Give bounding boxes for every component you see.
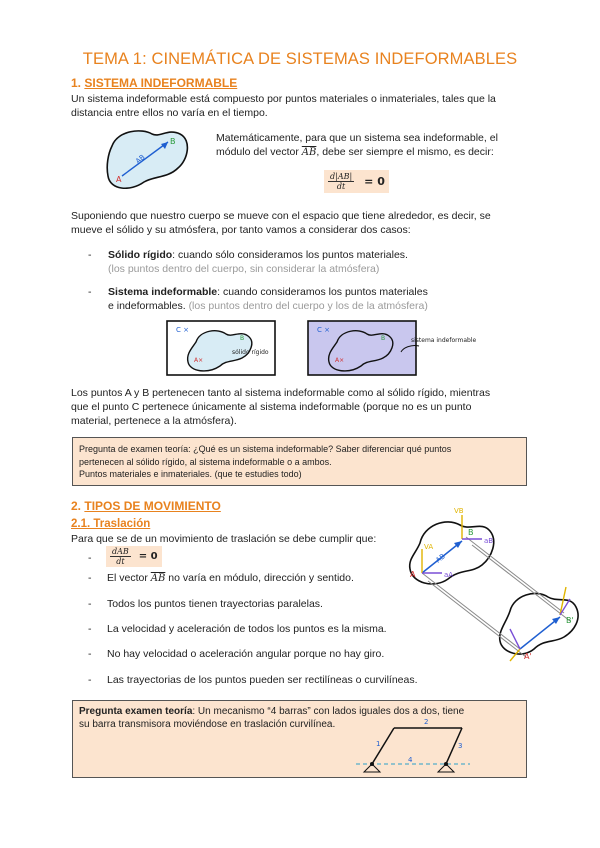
vector-ab-label: AB [134,153,147,166]
bullet1-pre: El vector [107,572,151,584]
exam1-line-1: Pregunta de examen teoría: ¿Qué es un sistema indeformable? Saber diferenciar qué puntos [79,444,452,454]
traslacion-intro: Para que se de un movimiento de traslación se debe cumplir que: [71,533,377,545]
trajectory-b-2 [472,545,570,621]
traslacion-formula [106,546,162,567]
case2-note: (los puntos dentro del cuerpo y los de la atmósfera) [188,300,428,312]
math-line-2a: módulo del vector [216,146,302,158]
traslacion-numerator: dAB [112,547,129,556]
section2-heading [71,499,221,513]
solid-label-text: sólido rígido [232,349,269,356]
bar-label-1: 1 [376,740,381,748]
section1-intro [71,92,496,120]
point-c-label: C × [176,326,189,334]
exam2-title: Pregunta examen teoría [79,706,193,717]
exam1-line-2: pertenecen al sólido rígido, al sistema indeformable o a ambos. [79,456,332,467]
math-line-2 [216,145,498,160]
section1-heading [71,76,237,90]
math-line-2b: , debe ser siempre el mismo, es decir: [316,146,494,158]
case2-line-2: e indeformables. [108,300,186,312]
bullet4-text: No hay velocidad o aceleración angular porque no hay giro. [107,648,385,660]
indeformable-formula [324,170,389,193]
point-b-marker: B [240,335,245,342]
points-line-2: que el punto C pertenece únicamente al sistema indeformable (porque no es un punto [71,401,472,413]
bullet-dash: - [88,674,92,686]
figure-solid-rigid [166,320,276,376]
figure-translation [398,503,588,675]
velocity-a-label: VA [424,543,434,551]
bar-label-4: 4 [408,756,413,764]
bullet1-vector: $\overline{AB}$ [150,573,166,584]
velocity-a2-arrow [510,649,520,661]
bullet-dash: - [88,648,92,660]
case2-text: : cuando consideramos los puntos materiales [217,286,428,298]
point-a-marker: A× [194,357,204,364]
intro-line-1: Un sistema indeformable está compuesto por puntos materiales o inmateriales, tales que la [71,93,496,105]
bullet2-text: Todos los puntos tienen trayectorias paralelas. [107,598,323,610]
point-b-label: B [468,528,474,537]
section1-title: SISTEMA INDEFORMABLE [84,76,238,90]
bar-label-2: 2 [424,718,429,726]
page-title: TEMA 1: CINEMÁTICA DE SISTEMAS INDEFORMABLES [82,50,518,68]
solid-label [232,349,269,356]
bullet-dash: - [88,598,92,610]
point-b-marker: B [381,335,386,342]
suppose-paragraph [71,209,491,237]
bullet-dash: - [88,623,92,635]
figure-four-bar-mechanism [350,716,480,774]
trajectory-a [422,573,520,649]
bar-label-3: 3 [458,742,463,750]
section2-title: TIPOS DE MOVIMIENTO [84,499,221,513]
formula-fraction [328,172,354,191]
suppose-line-2: mueve el sólido y su atmósfera, por tanto vamos a considerar dos casos: [71,224,411,236]
intro-line-2: distancia entre ellos no varía en el tiempo. [71,107,268,119]
bullet-dash: - [88,552,92,564]
exam2-line-1: : Un mecanismo “4 barras” con lados iguales dos a dos, tiene [192,706,465,717]
traslacion-fraction [110,547,131,566]
exam2-line-2: su barra transmisora moviéndose en traslación curvilínea. [79,719,336,730]
point-b2-label: B' [566,616,574,625]
formula-numerator: d|AB| [330,172,353,181]
point-a2-label: A' [524,652,532,661]
figure-rigid-body-ab [100,126,195,194]
suppose-line-1: Suponiendo que nuestro cuerpo se mueve con el espacio que tiene alrededor, es decir, se [71,210,491,222]
exam1-line-3: Puntos materiales e inmateriales. (que te estudies todo) [79,469,302,479]
case-solid-rigid [88,248,528,276]
math-line-1: Matemáticamente, para que un sistema sea indeformable, el [216,132,498,144]
point-a-label: A [116,175,122,184]
bullet-dash: - [88,286,92,298]
system-label-text: sistema indeformable [411,337,477,344]
bullet-dash: - [88,572,92,584]
vector-ab: $\overline{AB}$ [301,147,317,158]
formula-equals-zero: = 0 [364,175,385,188]
traslacion-formula-bullet [88,546,388,566]
section2-number: 2. [71,499,82,513]
traslacion-denominator: dt [116,557,125,566]
bullet1-post: no varía en módulo, dirección y sentido. [165,572,354,584]
point-b-label: B [170,137,176,146]
vector-ab-label: AB [434,552,447,565]
bullet5-text: Las trayectorias de los puntos pueden ser rectilíneas o curvilíneas. [107,674,418,686]
subsection-traslacion: 2.1. Traslación [71,518,151,530]
case1-title: Sólido rígido [108,249,173,261]
points-line-3: material, pertenece a la atmósfera). [71,415,237,427]
figure-indeformable-system [307,320,477,376]
point-a-label: A [410,570,416,579]
case2-title: Sistema indeformable [108,286,218,298]
velocity-b-label: VB [454,507,464,515]
traslacion-equals-zero: = 0 [138,551,158,562]
point-c-label: C × [317,326,330,334]
points-paragraph [71,386,490,428]
section1-number: 1. [71,76,82,90]
accel-a-label: aA [444,571,454,579]
trajectory-a-2 [428,581,526,657]
points-line-1: Los puntos A y B pertenecen tanto al sistema indeformable como al sólido rígido, mientras [71,387,491,399]
case1-note: (los puntos dentro del cuerpo, sin considerar la atmósfera) [108,263,380,275]
bullet-dash: - [88,249,92,261]
case1-text: : cuando sólo consideramos los puntos materiales. [172,249,408,261]
accel-b-label: aB [484,537,494,545]
formula-denominator: dt [336,182,346,191]
exam-question-box-1 [72,437,527,486]
math-explanation [216,131,498,160]
case-indeformable-system [88,285,528,313]
point-a-marker: A× [335,357,345,364]
bullet3-text: La velocidad y aceleración de todos los puntos es la misma. [107,623,387,635]
